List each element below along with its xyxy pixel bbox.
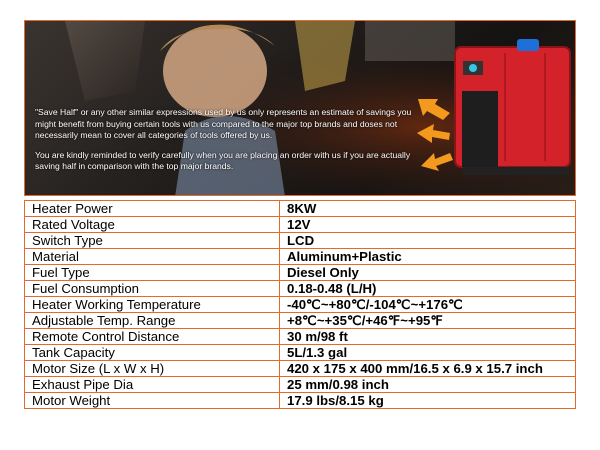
spec-label: Motor Weight — [25, 393, 280, 409]
spec-value: Diesel Only — [280, 265, 576, 281]
disclaimer-paragraph: You are kindly reminded to verify carefully when you are placing an order with us if you are actually saving half in comparison with the top major brands. — [35, 149, 411, 172]
spec-label: Heater Power — [25, 201, 280, 217]
spec-value: +8℃~+35℃/+46℉~+95℉ — [280, 313, 576, 329]
table-row — [25, 249, 576, 265]
table-row — [25, 233, 576, 249]
spec-label: Motor Size (L x W x H) — [25, 361, 280, 377]
spec-label: Rated Voltage — [25, 217, 280, 233]
table-row — [25, 217, 576, 233]
spec-value: Aluminum+Plastic — [280, 249, 576, 265]
disclaimer-paragraph: "Save Half" or any other similar expressions used by us only represents an estimate of savings you might benefit from buying certain tools with us compared to the major top brands and doses not necessarily mean to cover all categories of tools offered by us. — [35, 107, 412, 141]
spec-label: Heater Working Temperature — [25, 297, 280, 313]
product-banner — [24, 20, 576, 196]
spec-label: Remote Control Distance — [25, 329, 280, 345]
spec-value: 5L/1.3 gal — [280, 345, 576, 361]
table-row — [25, 329, 576, 345]
spec-value: 25 mm/0.98 inch — [280, 377, 576, 393]
spec-label: Fuel Consumption — [25, 281, 280, 297]
spec-label: Material — [25, 249, 280, 265]
spec-value: 17.9 lbs/8.15 kg — [280, 393, 576, 409]
heater-illustration — [455, 39, 570, 175]
spec-label: Adjustable Temp. Range — [25, 313, 280, 329]
table-row — [25, 265, 576, 281]
table-row — [25, 201, 576, 217]
spec-value: 30 m/98 ft — [280, 329, 576, 345]
spec-label: Tank Capacity — [25, 345, 280, 361]
spec-table — [24, 200, 576, 409]
table-row — [25, 281, 576, 297]
spec-label: Exhaust Pipe Dia — [25, 377, 280, 393]
disclaimer-text — [35, 107, 413, 181]
table-row — [25, 377, 576, 393]
spec-value: 8KW — [280, 201, 576, 217]
spec-label: Switch Type — [25, 233, 280, 249]
table-row — [25, 345, 576, 361]
table-row — [25, 313, 576, 329]
spec-value: 12V — [280, 217, 576, 233]
table-row — [25, 393, 576, 409]
spec-value: 0.18-0.48 (L/H) — [280, 281, 576, 297]
spec-label: Fuel Type — [25, 265, 280, 281]
spec-value: 420 x 175 x 400 mm/16.5 x 6.9 x 15.7 inch — [280, 361, 576, 377]
table-row — [25, 297, 576, 313]
spec-value: -40℃~+80℃/-104℃~+176℃ — [280, 297, 576, 313]
spec-value: LCD — [280, 233, 576, 249]
table-row — [25, 361, 576, 377]
